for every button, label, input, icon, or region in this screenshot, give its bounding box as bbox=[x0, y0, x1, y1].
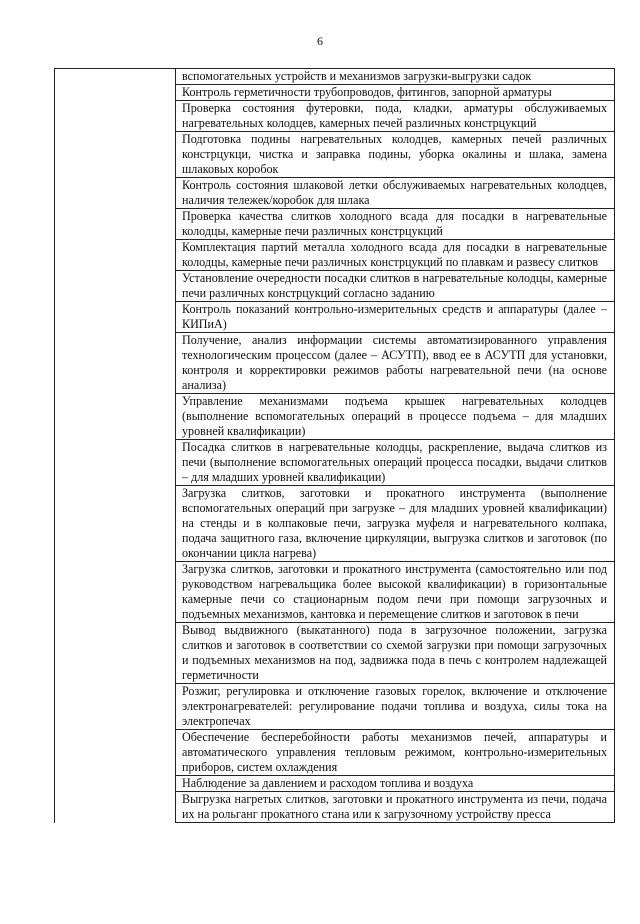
table-row: вспомогательных устройств и механизмов загрузки-выгрузки садок bbox=[176, 69, 614, 85]
table-row: Загрузка слитков, заготовки и прокатного инструмента (выполнение вспомогательных операций при загрузке – для младших уровней квалификации) на стенды и в колпаковые печи, загрузка муфеля и нагревательного колпака, подача защитного газа, включение циркуляции, выгрузка слитков и заготовок (по окончании цикла нагрева) bbox=[176, 486, 614, 562]
table-left-column bbox=[55, 69, 176, 823]
table-row: Проверка качества слитков холодного всада для посадки в нагревательные колодцы, камерные печи различных констрцукций bbox=[176, 209, 614, 240]
table-row: Проверка состояния футеровки, пода, кладки, арматуры обслуживаемых нагревательных колодцев, камерных печей различных констрцукций bbox=[176, 101, 614, 132]
table-row: Комплектация партий металла холодного всада для посадки в нагревательные колодцы, камерные печи различных констрцукций по плавкам и развесу слитков bbox=[176, 240, 614, 271]
table-row: Управление механизмами подъема крышек нагревательных колодцев (выполнение вспомогательных операций в процессе подъема – для младших уровней квалификации) bbox=[176, 394, 614, 440]
table-row: Подготовка подины нагревательных колодцев, камерных печей различных констрцукци, чистка и заправка подины, уборка окалины и шлака, замена шлаковых коробок bbox=[176, 132, 614, 178]
table-row: Получение, анализ информации системы автоматизированного управления технологическим процессом (далее – АСУТП), ввод ее в АСУТП для установки, контроля и корректировки режимов работы нагревательной печи (на основе анализа) bbox=[176, 333, 614, 394]
table-row: Вывод выдвижного (выкатанного) пода в загрузочное положении, загрузка слитков и заготовок в соответствии со схемой загрузки при помощи загрузочных и подъемных механизмов на под, задвижка пода в печь с контролем надлежащей герметичности bbox=[176, 623, 614, 684]
page-number: 6 bbox=[317, 34, 323, 48]
table-row: Розжиг, регулировка и отключение газовых горелок, включение и отключение электронагревателей: регулирование подачи топлива и воздуха, силы тока на электропечах bbox=[176, 684, 614, 730]
labor-functions-table bbox=[54, 68, 615, 823]
table-row: Посадка слитков в нагревательные колодцы, раскрепление, выдача слитков из печи (выполнение вспомогательных операций процесса посадки, выдачи слитков – для младших уровней квалификации) bbox=[176, 440, 614, 486]
table-row: Обеспечение бесперебойности работы механизмов печей, аппаратуры и автоматического управления тепловым режимом, контрольно-измерительных приборов, систем охлаждения bbox=[176, 730, 614, 776]
table-row: Загрузка слитков, заготовки и прокатного инструмента (самостоятельно или под руководством нагревальщика более высокой квалификации) в горизонтальные камерные печи со стационарным подом печи при помощи загрузочных и подъемных механизмов, кантовка и перемещение слитков и заготовок в печи bbox=[176, 562, 614, 623]
table-rows bbox=[176, 69, 614, 823]
table-row: Контроль герметичности трубопроводов, фитингов, запорной арматуры bbox=[176, 85, 614, 101]
table-row: Выгрузка нагретых слитков, заготовки и прокатного инструмента из печи, подача их на рольганг прокатного стана или к загрузочному устройству пресса bbox=[176, 792, 614, 823]
table-row: Наблюдение за давлением и расходом топлива и воздуха bbox=[176, 776, 614, 792]
table-row: Установление очередности посадки слитков в нагревательные колодцы, камерные печи различных констрцукций согласно заданию bbox=[176, 271, 614, 302]
table-row: Контроль состояния шлаковой летки обслуживаемых нагревательных колодцев, наличия тележек/коробок для шлака bbox=[176, 178, 614, 209]
table-row: Контроль показаний контрольно-измерительных средств и аппаратуры (далее – КИПиА) bbox=[176, 302, 614, 333]
